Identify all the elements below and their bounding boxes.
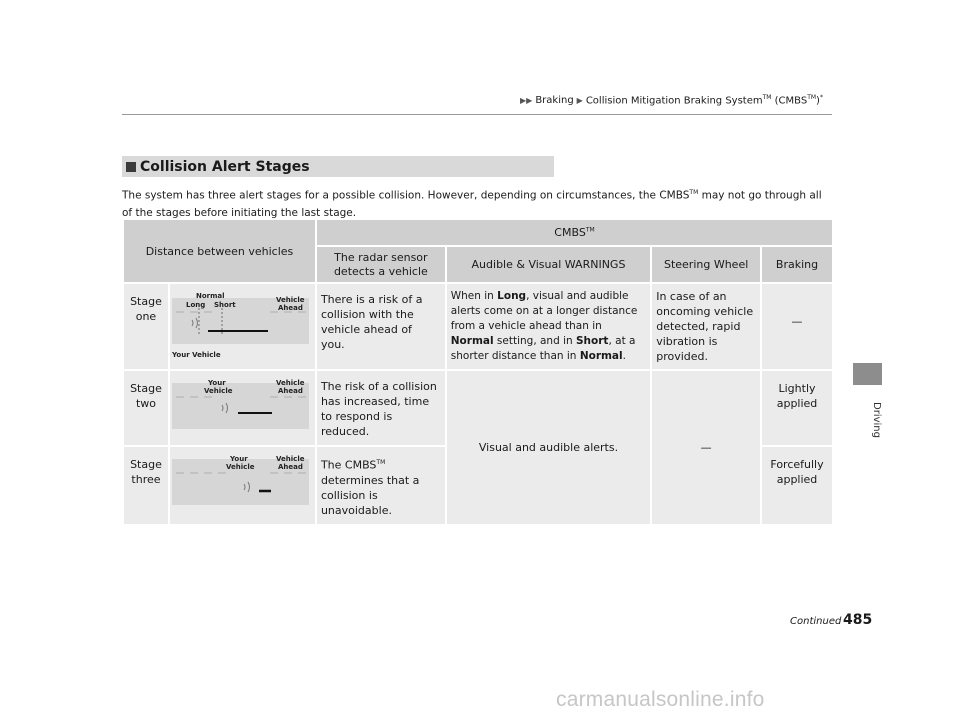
chapter-tab-label: Driving — [871, 402, 882, 438]
stage-steering: In case of an oncoming vehicle detected, rapid vibration is provided. — [652, 284, 760, 369]
breadcrumb-item-braking[interactable]: Braking — [535, 94, 574, 106]
watermark: carmanualsonline.info — [556, 688, 765, 711]
stage-braking: Forcefully applied — [762, 447, 832, 524]
stage-description: The CMBS™ determines that a collision is unavoidable. — [317, 447, 445, 524]
normal-label: Normal — [195, 292, 225, 300]
merged-steering: — — [652, 371, 760, 524]
stage-label: Stage two — [124, 371, 168, 445]
merged-warning: Visual and audible alerts. — [447, 371, 650, 524]
header-divider — [122, 114, 832, 115]
collision-alert-table — [122, 218, 834, 526]
continued-label: Continued — [790, 616, 842, 627]
your-vehicle-label: Your Vehicle — [171, 351, 221, 359]
vehicle-label: Vehicle — [203, 387, 233, 395]
breadcrumb — [520, 94, 823, 106]
header-warnings: Audible & Visual WARNINGS — [447, 247, 650, 282]
distance-diagram-stage-one — [170, 284, 315, 369]
intro-paragraph: The system has three alert stages for a possible collision. However, depending on circumstances, the CMBS™ may not go through all of the stages before initiating the last stage. — [122, 189, 822, 219]
table-row — [124, 371, 832, 445]
header-distance: Distance between vehicles — [124, 220, 315, 282]
your-label: Your — [207, 379, 226, 387]
ahead-label: Ahead — [277, 304, 303, 312]
stage-warning: When in Long, visual and audible alerts come on at a longer distance from a vehicle ahead than in Normal setting, and in Short, at a shorter distance than in Normal. — [447, 284, 650, 369]
header-radar: The radar sensor detects a vehicle — [317, 247, 445, 282]
ahead-label: Ahead — [277, 463, 303, 471]
your-label: Your — [229, 455, 248, 463]
chapter-tab-marker[interactable] — [853, 363, 882, 385]
vehicle-label: Vehicle — [275, 296, 305, 304]
distance-diagram-stage-three — [170, 447, 315, 524]
stage-label: Stage one — [124, 284, 168, 369]
distance-diagram — [170, 447, 315, 515]
square-bullet-icon — [126, 162, 136, 172]
chevron-right-icon: ▶ — [576, 95, 583, 105]
stage-braking: Lightly applied — [762, 371, 832, 445]
long-label: Long — [185, 301, 206, 309]
section-header — [122, 156, 554, 177]
stage-description: The risk of a collision has increased, time to respond is reduced. — [317, 371, 445, 445]
stage-braking: — — [762, 284, 832, 369]
page-number: 485 — [843, 612, 873, 628]
vehicle-label: Vehicle — [225, 463, 255, 471]
ahead-label: Ahead — [277, 387, 303, 395]
vehicle-ahead-label: Vehicle — [275, 379, 305, 387]
vehicle-ahead-label: Vehicle — [275, 455, 305, 463]
distance-diagram — [170, 371, 315, 435]
stage-description: There is a risk of a collision with the vehicle ahead of you. — [317, 284, 445, 369]
header-steering: Steering Wheel — [652, 247, 760, 282]
header-braking: Braking — [762, 247, 832, 282]
double-chevron-right-icon: ▶▶ — [520, 95, 533, 105]
distance-diagram-stage-two — [170, 371, 315, 445]
table-row — [124, 284, 832, 369]
short-label: Short — [213, 301, 236, 309]
stage-label: Stage three — [124, 447, 168, 524]
breadcrumb-item-cmbs[interactable]: Collision Mitigation Braking System™ (CMBS™)* — [585, 94, 823, 107]
distance-diagram — [170, 284, 315, 362]
section-title: Collision Alert Stages — [140, 158, 310, 175]
header-cmbs: CMBS™ — [317, 220, 832, 245]
